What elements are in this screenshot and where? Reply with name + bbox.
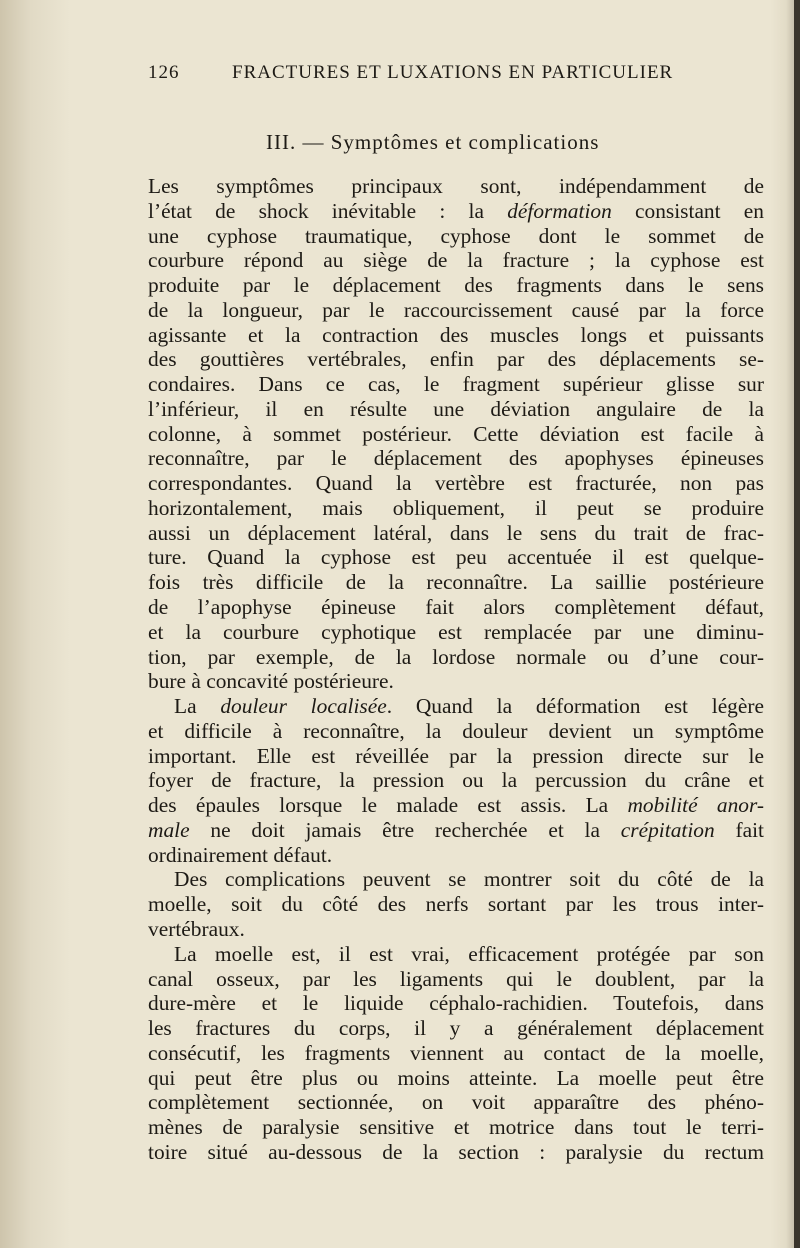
text-line: colonne, à sommet postérieur. Cette déviation est facile à	[148, 421, 764, 446]
text-line: et difficile à reconnaître, la douleur devient un symptôme	[148, 718, 764, 743]
text-line: complètement sectionnée, on voit apparaître des phéno-	[148, 1090, 764, 1115]
page-number: 126	[148, 62, 180, 83]
text-line: produite par le déplacement des fragments dans le sens	[148, 273, 764, 298]
text-line: des épaules lorsque le malade est assis. La mobilité anor-	[148, 793, 764, 818]
text-line: correspondantes. Quand la vertèbre est fracturée, non pas	[148, 471, 764, 496]
text-line: qui peut être plus ou moins atteinte. La moelle peut être	[148, 1065, 764, 1090]
italic-term-crepitation: crépitation	[620, 817, 715, 842]
text-line: consécutif, les fragments viennent au contact de la moelle,	[148, 1040, 764, 1065]
text-line: La moelle est, il est vrai, efficacement protégée par son	[174, 941, 764, 966]
text-line: ture. Quand la cyphose est peu accentuée il est quelque-	[148, 545, 764, 570]
running-header	[148, 62, 763, 90]
text-line: de l’apophyse épineuse fait alors complètement défaut,	[148, 595, 764, 620]
text-line: moelle, soit du côté des nerfs sortant par les trous inter-	[148, 892, 764, 917]
italic-term-mobilite: mobilité anor-	[627, 793, 764, 818]
running-title: FRACTURES ET LUXATIONS EN PARTICULIER	[232, 62, 674, 83]
text-line: canal osseux, par les ligaments qui le doublent, par la	[148, 966, 764, 991]
text-line: vertébraux.	[148, 916, 245, 941]
text-line: horizontalement, mais obliquement, il peut se produire	[148, 495, 764, 520]
text-line: Des complications peuvent se montrer soit du côté de la	[174, 867, 764, 892]
text-line: bure à concavité postérieure.	[148, 669, 394, 694]
text-line: l’état de shock inévitable : la déformation consistant en	[148, 198, 764, 223]
text-line: male ne doit jamais être recherchée et la crépitation fait	[148, 817, 764, 842]
text-line: aussi un déplacement latéral, dans le sens du trait de frac-	[148, 520, 764, 545]
text-line: La douleur localisée. Quand la déformation est légère	[174, 694, 764, 719]
text-line: dure-mère et le liquide céphalo-rachidien. Toutefois, dans	[148, 991, 764, 1016]
text-line: Les symptômes principaux sont, indépendamment de	[148, 174, 764, 198]
section-title: III. — Symptômes et complications	[266, 130, 600, 154]
text-line: important. Elle est réveillée par la pression directe sur le	[148, 743, 764, 768]
text-line: ordinairement défaut.	[148, 842, 333, 867]
text-line: l’inférieur, il en résulte une déviation angulaire de la	[148, 396, 764, 421]
text-line: une cyphose traumatique, cyphose dont le sommet de	[148, 223, 764, 248]
text-line: de la longueur, par le raccourcissement causé par la force	[148, 297, 764, 322]
text-line: les fractures du corps, il y a généralement déplacement	[148, 1016, 764, 1041]
text-line: agissante et la contraction des muscles longs et puissants	[148, 322, 764, 347]
text-line: des gouttières vertébrales, enfin par des déplacements se-	[148, 347, 764, 372]
italic-term-mobilite-cont: male	[148, 817, 190, 842]
text-line: reconnaître, par le déplacement des apophyses épineuses	[148, 446, 764, 471]
text-line: tion, par exemple, de la lordose normale ou d’une cour-	[148, 644, 764, 669]
text-line: et la courbure cyphotique est remplacée par une diminu-	[148, 619, 764, 644]
text-line: condaires. Dans ce cas, le fragment supérieur glisse sur	[148, 372, 764, 397]
italic-term-deformation: déformation	[507, 198, 612, 223]
text-line: foyer de fracture, la pression ou la percussion du crâne et	[148, 768, 764, 793]
italic-term-douleur: douleur localisée	[220, 694, 387, 719]
text-line: courbure répond au siège de la fracture ; la cyphose est	[148, 248, 764, 273]
body-text	[148, 174, 764, 1165]
text-line: toire situé au-dessous de la section : paralysie du rectum	[148, 1139, 764, 1164]
page-edge-shadow	[794, 0, 800, 1248]
text-line: fois très difficile de la reconnaître. La saillie postérieure	[148, 570, 764, 595]
text-line: mènes de paralysie sensitive et motrice dans tout le terri-	[148, 1115, 764, 1140]
